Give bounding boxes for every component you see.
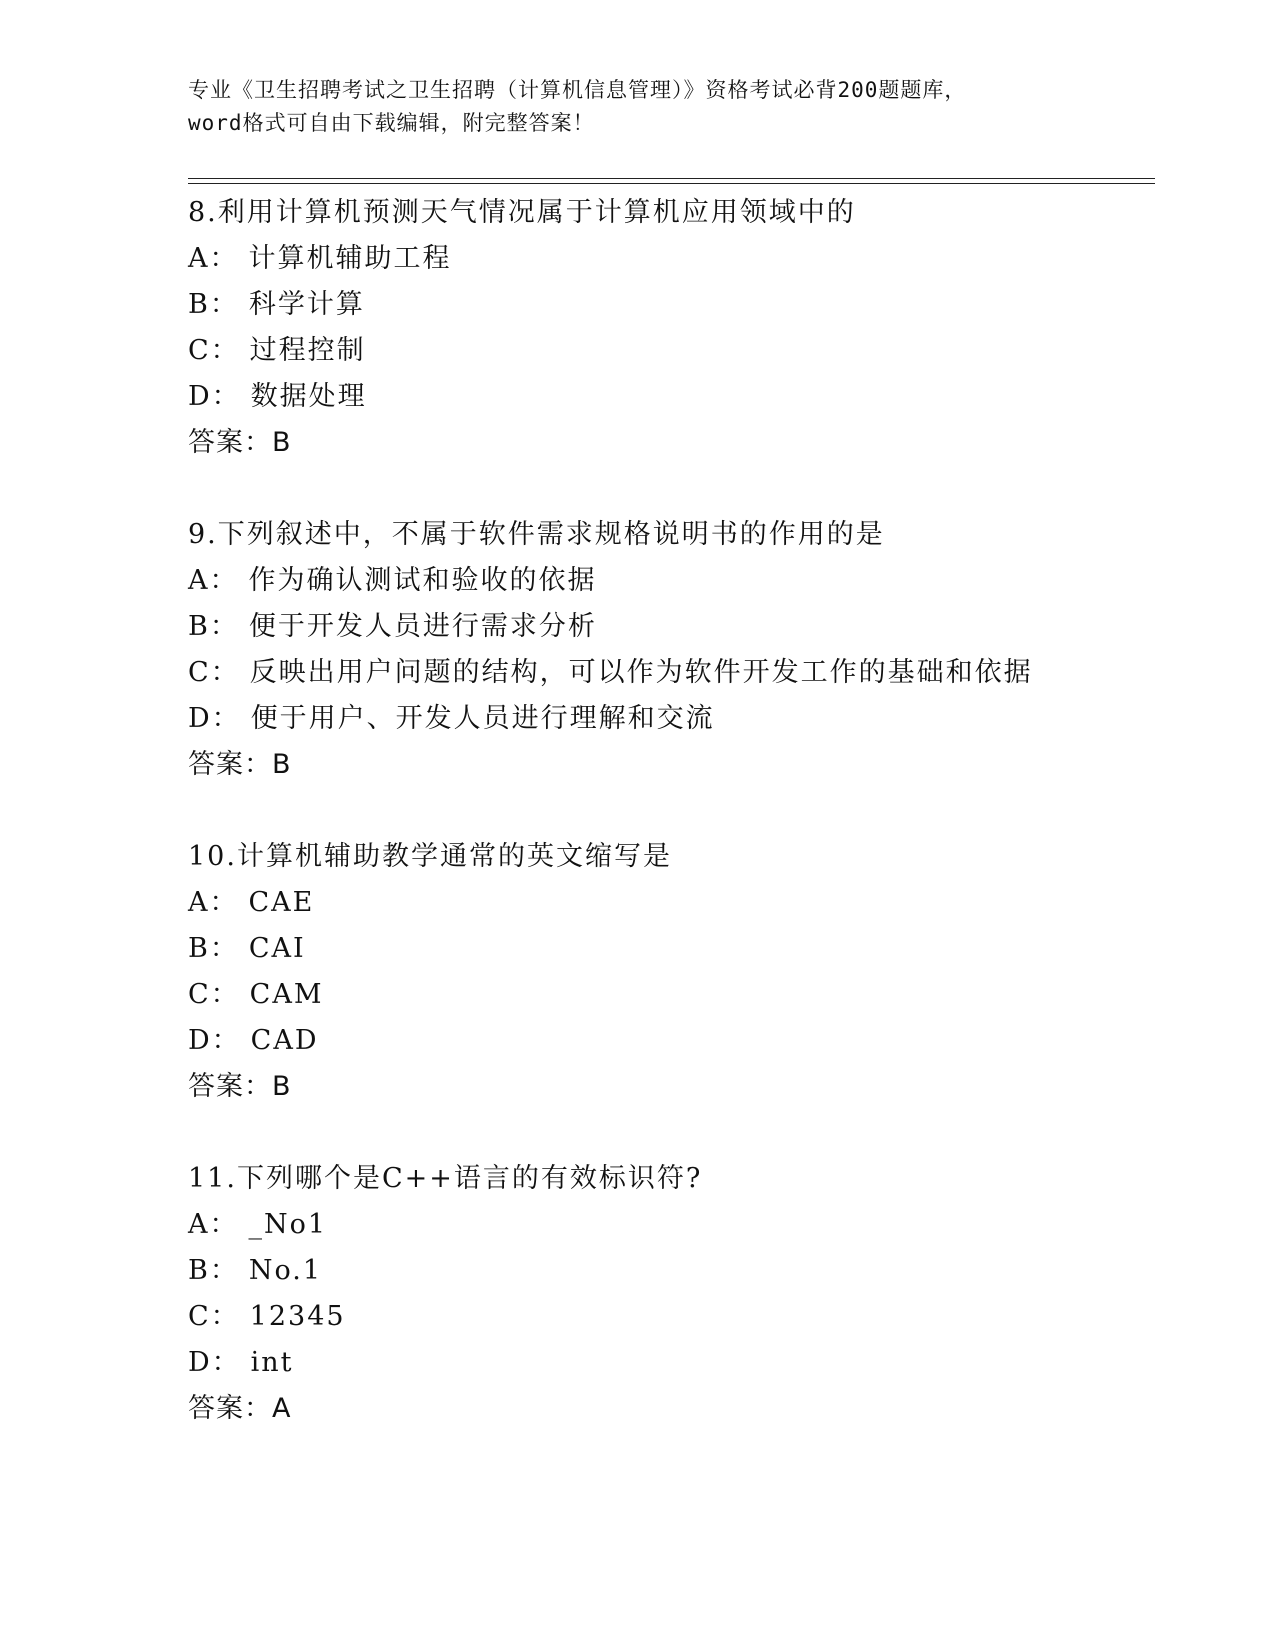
option-text: 12345 (249, 1301, 346, 1332)
answer-line: 答案：B (188, 749, 292, 780)
header-divider-top (188, 178, 1155, 179)
option-a (188, 558, 1148, 604)
option-b (188, 1248, 1148, 1294)
option-key: D： (188, 703, 241, 734)
answer-line: 答案：B (188, 1071, 292, 1102)
option-key: C： (188, 1301, 240, 1332)
question-title: 10.计算机辅助教学通常的英文缩写是 (188, 841, 672, 872)
option-text: 便于用户、开发人员进行理解和交流 (250, 703, 715, 734)
question-list (188, 190, 1148, 1478)
option-b (188, 926, 1148, 972)
option-text: CAM (249, 979, 324, 1010)
option-text: 便于开发人员进行需求分析 (248, 611, 597, 642)
option-text: 反映出用户问题的结构，可以作为软件开发工作的基础和依据 (249, 657, 1033, 688)
option-text: 过程控制 (249, 335, 366, 366)
option-c (188, 650, 1148, 696)
option-key: B： (188, 1255, 239, 1286)
option-key: C： (188, 657, 240, 688)
option-d (188, 374, 1148, 420)
option-d (188, 1018, 1148, 1064)
question-10 (188, 834, 1148, 1110)
option-c (188, 972, 1148, 1018)
question-title: 9.下列叙述中，不属于软件需求规格说明书的作用的是 (188, 519, 885, 550)
option-a (188, 1202, 1148, 1248)
option-text: 科学计算 (248, 289, 365, 320)
question-title: 11.下列哪个是C++语言的有效标识符? (188, 1163, 703, 1194)
option-key: B： (188, 289, 239, 320)
option-text: 计算机辅助工程 (248, 243, 452, 274)
option-key: D： (188, 381, 241, 412)
option-c (188, 1294, 1148, 1340)
option-b (188, 604, 1148, 650)
option-key: B： (188, 611, 239, 642)
option-key: A： (188, 887, 239, 918)
option-text: int (250, 1347, 294, 1378)
option-key: D： (188, 1025, 241, 1056)
option-key: C： (188, 979, 240, 1010)
option-c (188, 328, 1148, 374)
option-key: A： (188, 1209, 239, 1240)
option-text: CAI (248, 933, 306, 964)
option-b (188, 282, 1148, 328)
option-text: No.1 (248, 1255, 323, 1286)
option-text: _No1 (248, 1209, 328, 1240)
option-key: A： (188, 243, 239, 274)
answer-line: 答案：B (188, 427, 292, 458)
option-text: CAD (250, 1025, 319, 1056)
question-11 (188, 1156, 1148, 1432)
question-title: 8.利用计算机预测天气情况属于计算机应用领域中的 (188, 197, 856, 228)
option-key: A： (188, 565, 239, 596)
option-a (188, 880, 1148, 926)
header-divider-bottom (188, 183, 1155, 184)
question-8 (188, 190, 1148, 466)
option-key: D： (188, 1347, 241, 1378)
answer-line: 答案：A (188, 1393, 292, 1424)
header-line-2: word格式可自由下载编辑，附完整答案！ (188, 111, 595, 135)
document-header (188, 74, 1088, 140)
option-key: B： (188, 933, 239, 964)
option-d (188, 1340, 1148, 1386)
option-a (188, 236, 1148, 282)
option-d (188, 696, 1148, 742)
question-9 (188, 512, 1148, 788)
option-text: 数据处理 (250, 381, 367, 412)
option-text: CAE (248, 887, 315, 918)
option-text: 作为确认测试和验收的依据 (248, 565, 597, 596)
header-line-1: 专业《卫生招聘考试之卫生招聘（计算机信息管理）》资格考试必背200题题库， (188, 78, 967, 102)
option-key: C： (188, 335, 240, 366)
